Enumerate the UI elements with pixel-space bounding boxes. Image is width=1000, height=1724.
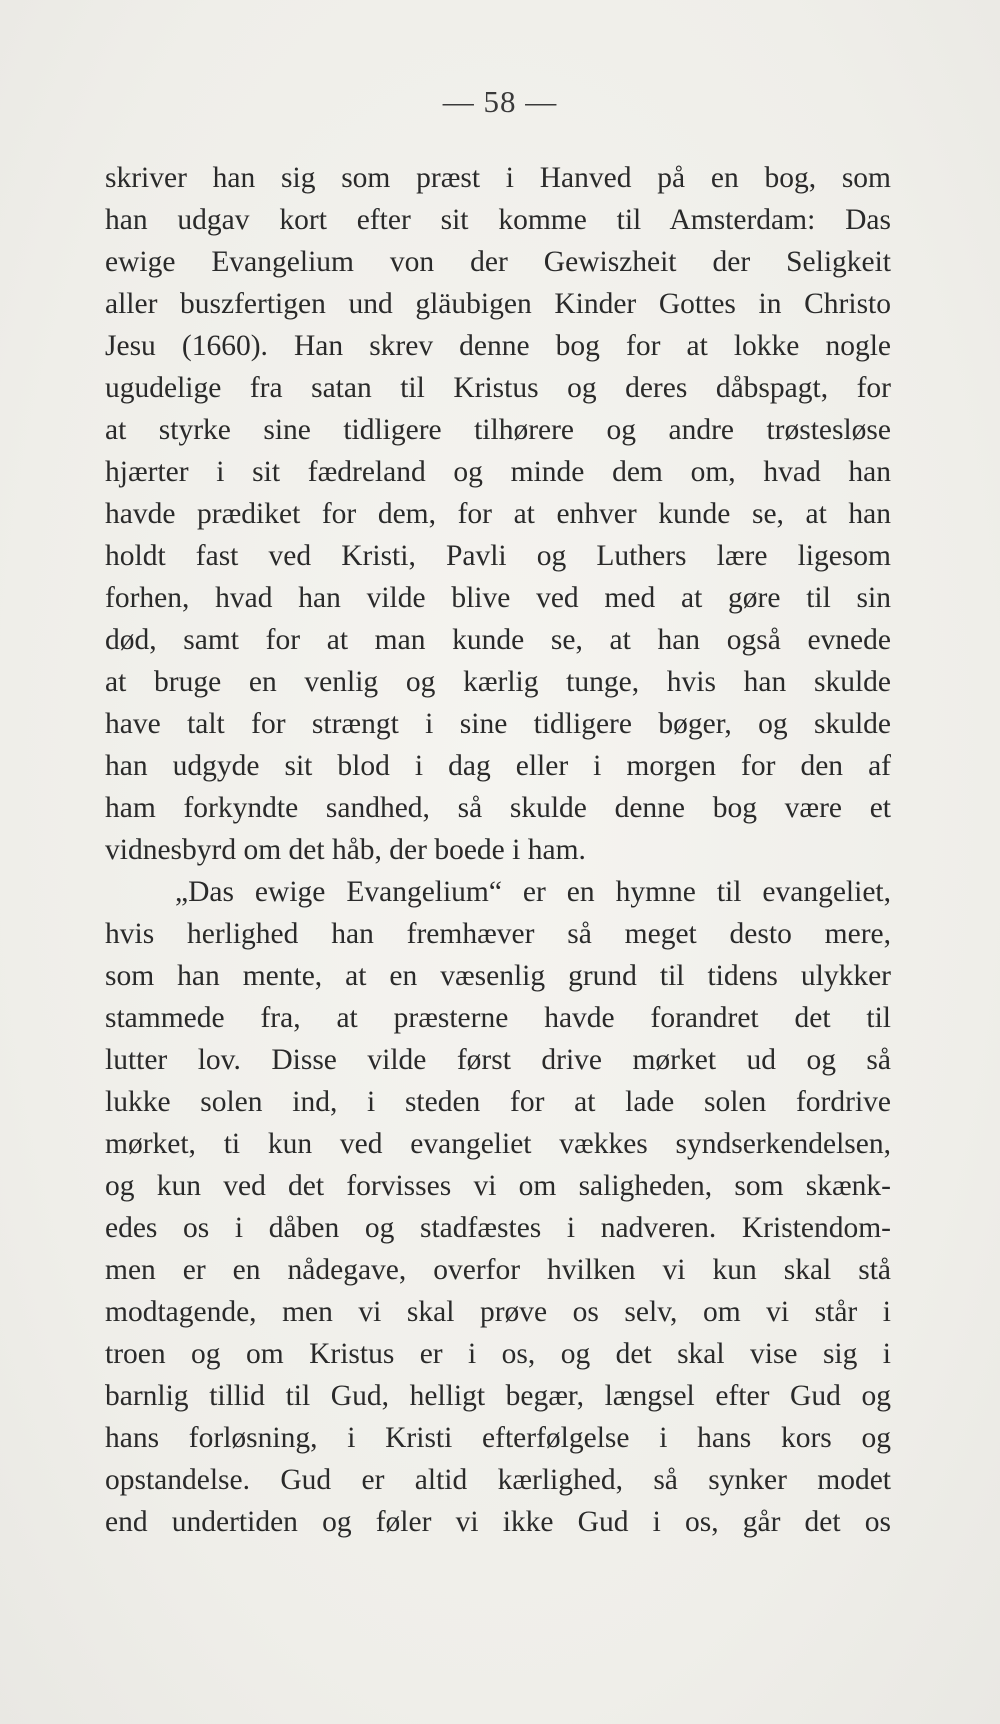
text-line: ewige Evangelium von der Gewiszheit der Seligkeit bbox=[105, 246, 891, 278]
text-line: mørket, ti kun ved evangeliet vækkes syndserkendelsen, bbox=[105, 1128, 891, 1160]
text-line: Jesu (1660). Han skrev denne bog for at lokke nogle bbox=[105, 330, 891, 362]
text-line: hans forløsning, i Kristi efterfølgelse i hans kors og bbox=[105, 1422, 891, 1454]
text-line: at styrke sine tidligere tilhørere og andre trøstesløse bbox=[105, 414, 891, 446]
text-line: havde prædiket for dem, for at enhver kunde se, at han bbox=[105, 498, 891, 530]
text-line: barnlig tillid til Gud, helligt begær, længsel efter Gud og bbox=[105, 1380, 891, 1412]
text-line: stammede fra, at præsterne havde forandret det til bbox=[105, 1002, 891, 1034]
text-line: opstandelse. Gud er altid kærlighed, så synker modet bbox=[105, 1464, 891, 1496]
text-line: forhen, hvad han vilde blive ved med at gøre til sin bbox=[105, 582, 891, 614]
text-line: ugudelige fra satan til Kristus og deres dåbspagt, for bbox=[105, 372, 891, 404]
text-line: men er en nådegave, overfor hvilken vi kun skal stå bbox=[105, 1254, 891, 1286]
text-line: han udgav kort efter sit komme til Amsterdam: Das bbox=[105, 204, 891, 236]
text-line: og kun ved det forvisses vi om saligheden, som skænk- bbox=[105, 1170, 891, 1202]
text-line: holdt fast ved Kristi, Pavli og Luthers lære ligesom bbox=[105, 540, 891, 572]
paragraph-start-line: „Das ewige Evangelium“ er en hymne til evangeliet, bbox=[175, 876, 891, 908]
text-line: lutter lov. Disse vilde først drive mørket ud og så bbox=[105, 1044, 891, 1076]
page-number: — 58 — bbox=[442, 84, 558, 119]
paragraph-end-line: vidnesbyrd om det håb, der boede i ham. bbox=[105, 834, 586, 866]
text-line: han udgyde sit blod i dag eller i morgen for den af bbox=[105, 750, 891, 782]
text-line: lukke solen ind, i steden for at lade solen fordrive bbox=[105, 1086, 891, 1118]
text-line: hvis herlighed han fremhæver så meget desto mere, bbox=[105, 918, 891, 950]
text-line: end undertiden og føler vi ikke Gud i os, går det os bbox=[105, 1506, 891, 1538]
text-line: edes os i dåben og stadfæstes i nadveren. Kristendom- bbox=[105, 1212, 891, 1244]
body-text bbox=[105, 157, 891, 1543]
text-line: troen og om Kristus er i os, og det skal vise sig i bbox=[105, 1338, 891, 1370]
text-line: at bruge en venlig og kærlig tunge, hvis han skulde bbox=[105, 666, 891, 698]
text-line: aller buszfertigen und gläubigen Kinder Gottes in Christo bbox=[105, 288, 891, 320]
text-line: hjærter i sit fædreland og minde dem om, hvad han bbox=[105, 456, 891, 488]
text-line: modtagende, men vi skal prøve os selv, om vi står i bbox=[105, 1296, 891, 1328]
text-line: som han mente, at en væsenlig grund til tidens ulykker bbox=[105, 960, 891, 992]
text-line: ham forkyndte sandhed, så skulde denne bog være et bbox=[105, 792, 891, 824]
text-line: have talt for strængt i sine tidligere bøger, og skulde bbox=[105, 708, 891, 740]
text-line: skriver han sig som præst i Hanved på en bog, som bbox=[105, 162, 891, 194]
text-line: død, samt for at man kunde se, at han også evnede bbox=[105, 624, 891, 656]
